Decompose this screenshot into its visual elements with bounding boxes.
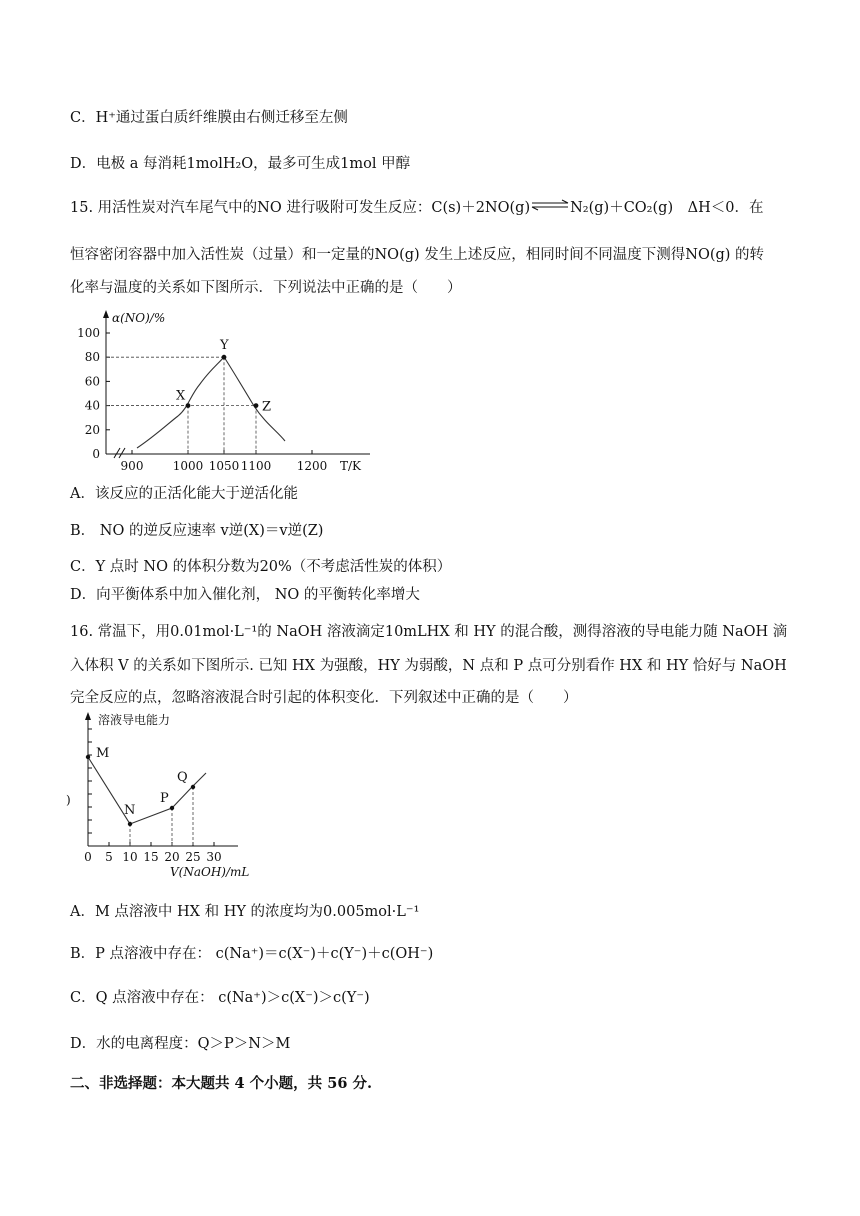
q15-x-tick-label: 1000 [172,459,204,473]
equilibrium-arrow-icon [530,199,570,211]
q15-axis-break-mark [114,448,120,458]
q15-conversion-chart [70,308,380,480]
q16-x-tick-label: 30 [206,850,222,864]
q15-axis-break-mark [119,448,125,458]
q16-stem-line2: 入体积 V 的关系如下图所示. 已知 HX 为强酸，HY 为弱酸，N 点和 P 点可分别看作 HX 和 HY 恰好与 NaOH [70,658,787,674]
q16-point-q [191,785,195,789]
q15-x-tick-label: 1100 [240,459,272,473]
q15-point-x [186,403,191,408]
q16-point-m [86,755,90,759]
q16-point-label: N [124,803,136,818]
q16-point-n [128,822,132,826]
q16-point-label: Q [177,770,188,785]
q16-x-tick-label: 5 [105,850,113,864]
section-2-heading: 二、非选择题：本大题共 4 个小题，共 56 分. [70,1075,373,1092]
q14-option-d: D．电极 a 每消耗1molH₂O，最多可生成1mol 甲醇 [70,156,411,172]
q15-y-tick-label: 60 [84,374,100,389]
q16-stem-line1: 16. 常温下，用0.01mol·L⁻¹的 NaOH 溶液滴定10mLHX 和 HY 的混合酸，测得溶液的导电能力随 NaOH 滴 [70,624,788,640]
q16-option-d: D．水的电离程度：Q＞P＞N＞M [70,1036,291,1052]
q15-stem-part1: 15. 用活性炭对汽车尾气中的NO 进行吸附可发生反应：C(s)＋2NO(g) [70,200,531,216]
q16-x-axis-label: V(NaOH)/mL [170,865,250,879]
q15-y-tick-label: 20 [84,422,100,437]
q15-x-tick-label: 1050 [208,459,240,473]
q15-y-tick-label: 40 [84,398,100,413]
q16-point-label: P [160,791,169,806]
q15-y-tick-label: 100 [77,326,100,340]
q16-curve [88,757,206,824]
q15-x-axis-label: T/K [340,459,362,473]
q16-x-tick-label: 10 [122,850,138,864]
q16-option-b: B．P 点溶液中存在： c(Na⁺)＝c(X⁻)＋c(Y⁻)＋c(OH⁻) [70,946,434,962]
q15-option-b: B． NO 的逆反应速率 v逆(X)＝v逆(Z) [70,523,324,539]
q16-option-a: A．M 点溶液中 HX 和 HY 的浓度均为0.005mol·L⁻¹ [70,904,420,920]
q15-option-c: C．Y 点时 NO 的体积分数为20%（不考虑活性炭的体积） [70,559,452,575]
q15-y-axis-label: α(NO)/% [112,311,166,325]
q15-option-a: A．该反应的正活化能大于逆活化能 [70,486,298,502]
q16-stray-mark: ) [66,793,71,807]
q16-option-c: C．Q 点溶液中存在： c(Na⁺)＞c(X⁻)＞c(Y⁻) [70,990,370,1006]
q16-x-tick-label: 0 [84,850,92,864]
q15-option-d: D．向平衡体系中加入催化剂， NO 的平衡转化率增大 [70,587,420,603]
q15-point-label: Y [220,338,229,354]
q16-point-p [170,806,174,810]
q16-x-tick-label: 25 [185,850,201,864]
q15-x-tick-label: 1200 [296,459,328,473]
q15-point-y [222,355,227,360]
q16-x-tick-label: 15 [143,850,159,864]
q16-conductivity-chart [58,710,298,882]
q15-y-tick-label: 80 [84,350,100,365]
q15-point-z [254,403,259,408]
q16-x-tick-label: 20 [164,850,180,864]
q15-y-tick-label: 0 [92,447,100,461]
q15-stem-part2: N₂(g)＋CO₂(g) ΔH＜0．在 [570,200,764,216]
q15-stem-line2: 恒容密闭容器中加入活性炭（过量）和一定量的NO(g) 发生上述反应，相同时间不同温度下测得NO(g) 的转 [70,247,765,263]
q16-y-axis-arrow-icon [85,712,91,720]
q15-stem-line1 [70,198,800,218]
q15-point-label: Z [262,399,272,415]
q16-y-axis-label: 溶液导电能力 [98,713,171,727]
q15-x-tick-label: 900 [120,459,144,473]
q15-y-axis-arrow-icon [103,310,109,318]
q16-stem-line3: 完全反应的点，忽略溶液混合时引起的体积变化．下列叙述中正确的是（ ） [70,690,578,706]
q15-stem-line3: 化率与温度的关系如下图所示．下列说法中正确的是（ ） [70,280,462,296]
q14-option-c: C．H⁺通过蛋白质纤维膜由右侧迁移至左侧 [70,110,348,126]
q15-point-label: X [176,388,186,404]
q16-point-label: M [96,746,110,761]
